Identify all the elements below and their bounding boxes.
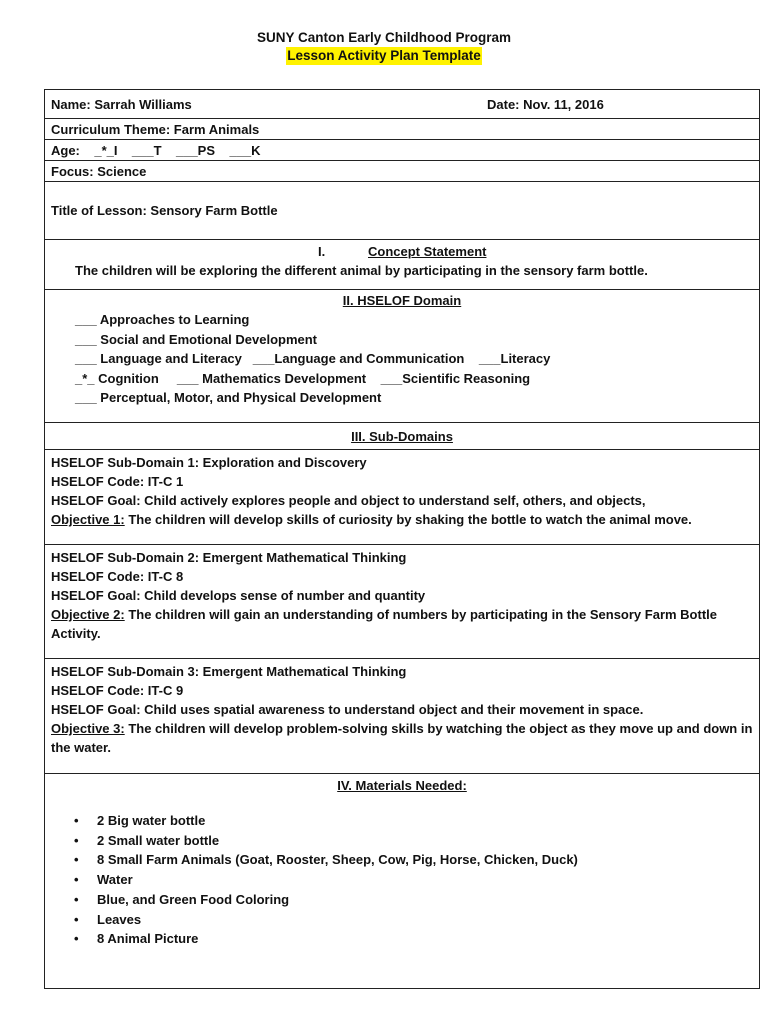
bullet-icon: • bbox=[74, 813, 79, 828]
subdomain-goal: HSELOF Goal: Child develops sense of number and quantity bbox=[51, 588, 426, 603]
subdomains-heading: III. Sub-Domains bbox=[351, 428, 453, 444]
subdomain-block bbox=[45, 545, 759, 659]
age-row bbox=[45, 140, 759, 161]
objective-label: Objective 1: bbox=[51, 512, 125, 527]
subdomain-objective bbox=[51, 605, 753, 643]
subdomain-code: HSELOF Code: IT-C 9 bbox=[51, 683, 184, 698]
bullet-icon: • bbox=[74, 832, 79, 848]
lesson-date: Date: Nov. 11, 2016 bbox=[487, 96, 604, 112]
objective-text: The children will develop skills of curiosity by shaking the bottle to watch the animal move. bbox=[124, 512, 692, 527]
materials-list bbox=[51, 811, 753, 949]
subdomain-objective bbox=[51, 719, 753, 757]
subdomain-name: HSELOF Sub-Domain 1: Exploration and Discovery bbox=[51, 455, 367, 470]
concept-statement: The children will be exploring the different animal by participating in the sensory farm bottle. bbox=[75, 263, 648, 278]
curriculum-theme: Curriculum Theme: Farm Animals bbox=[51, 121, 260, 137]
teacher-name: Name: Sarrah Williams bbox=[51, 96, 192, 112]
objective-text: The children will gain an understanding of numbers by participating in the Sensory Farm Bottle Activity. bbox=[51, 607, 717, 641]
subdomain-name: HSELOF Sub-Domain 2: Emergent Mathematical Thinking bbox=[51, 550, 407, 565]
domain-heading: II. HSELOF Domain bbox=[342, 293, 462, 308]
material-text: Leaves bbox=[97, 911, 142, 927]
domain-section bbox=[45, 290, 759, 423]
bullet-icon: • bbox=[74, 852, 79, 868]
domain-line: _*_ Cognition ___ Mathematics Development ___Scientific Reasoning bbox=[75, 370, 531, 386]
bullet-icon: • bbox=[74, 911, 79, 927]
subdomain-block bbox=[45, 659, 759, 774]
name-date-row bbox=[45, 90, 759, 119]
concept-heading-label: Concept Statement bbox=[368, 244, 487, 259]
curriculum-theme-row bbox=[45, 119, 759, 140]
age-selection: Age: _*_I ___T ___PS ___K bbox=[51, 142, 261, 158]
subdomains-heading-row bbox=[45, 423, 759, 450]
material-text: Water bbox=[97, 872, 133, 888]
subdomain-name: HSELOF Sub-Domain 3: Emergent Mathematical Thinking bbox=[51, 664, 407, 679]
material-text: 8 Small Farm Animals (Goat, Rooster, Sheep, Cow, Pig, Horse, Chicken, Duck) bbox=[97, 852, 578, 868]
material-text: Blue, and Green Food Coloring bbox=[97, 891, 290, 907]
program-name: SUNY Canton Early Childhood Program bbox=[256, 30, 512, 45]
material-text: 2 Big water bottle bbox=[97, 813, 206, 828]
materials-section bbox=[45, 774, 759, 988]
lesson-plan-form bbox=[44, 89, 760, 989]
subdomain-code: HSELOF Code: IT-C 8 bbox=[51, 569, 184, 584]
domain-line: ___ Approaches to Learning bbox=[75, 312, 250, 328]
subdomain-objective bbox=[51, 510, 753, 529]
objective-label: Objective 2: bbox=[51, 607, 125, 622]
domain-line: ___ Language and Literacy ___Language and Communication ___Literacy bbox=[75, 351, 551, 367]
objective-text: The children will develop problem-solving skills by watching the object as they move up and down in the water. bbox=[51, 721, 753, 755]
list-item bbox=[74, 890, 753, 910]
lesson-title: Title of Lesson: Sensory Farm Bottle bbox=[51, 203, 278, 218]
document-header bbox=[0, 28, 768, 65]
focus: Focus: Science bbox=[51, 163, 147, 179]
domain-line: ___ Perceptual, Motor, and Physical Development bbox=[75, 390, 382, 406]
bullet-icon: • bbox=[74, 872, 79, 888]
list-item bbox=[74, 870, 753, 890]
lesson-title-row bbox=[45, 182, 759, 240]
concept-number: I. bbox=[318, 244, 326, 259]
list-item bbox=[74, 811, 753, 831]
list-item bbox=[74, 929, 753, 949]
subdomain-goal: HSELOF Goal: Child actively explores people and object to understand self, others, and objects, bbox=[51, 493, 646, 508]
template-title: Lesson Activity Plan Template bbox=[287, 48, 481, 63]
concept-heading bbox=[51, 242, 753, 261]
bullet-icon: • bbox=[74, 931, 79, 947]
subdomain-goal: HSELOF Goal: Child uses spatial awareness to understand object and their movement in space. bbox=[51, 702, 644, 717]
material-text: 2 Small water bottle bbox=[97, 832, 220, 848]
material-text: 8 Animal Picture bbox=[97, 931, 199, 947]
materials-heading: IV. Materials Needed: bbox=[337, 778, 467, 793]
objective-label: Objective 3: bbox=[51, 721, 125, 736]
list-item bbox=[74, 910, 753, 930]
subdomain-block bbox=[45, 450, 759, 545]
subdomain-code: HSELOF Code: IT-C 1 bbox=[51, 474, 184, 489]
focus-row bbox=[45, 161, 759, 182]
list-item bbox=[74, 850, 753, 870]
bullet-icon: • bbox=[74, 891, 79, 907]
list-item bbox=[74, 831, 753, 851]
domain-line: ___ Social and Emotional Development bbox=[75, 331, 318, 347]
concept-section bbox=[45, 240, 759, 290]
